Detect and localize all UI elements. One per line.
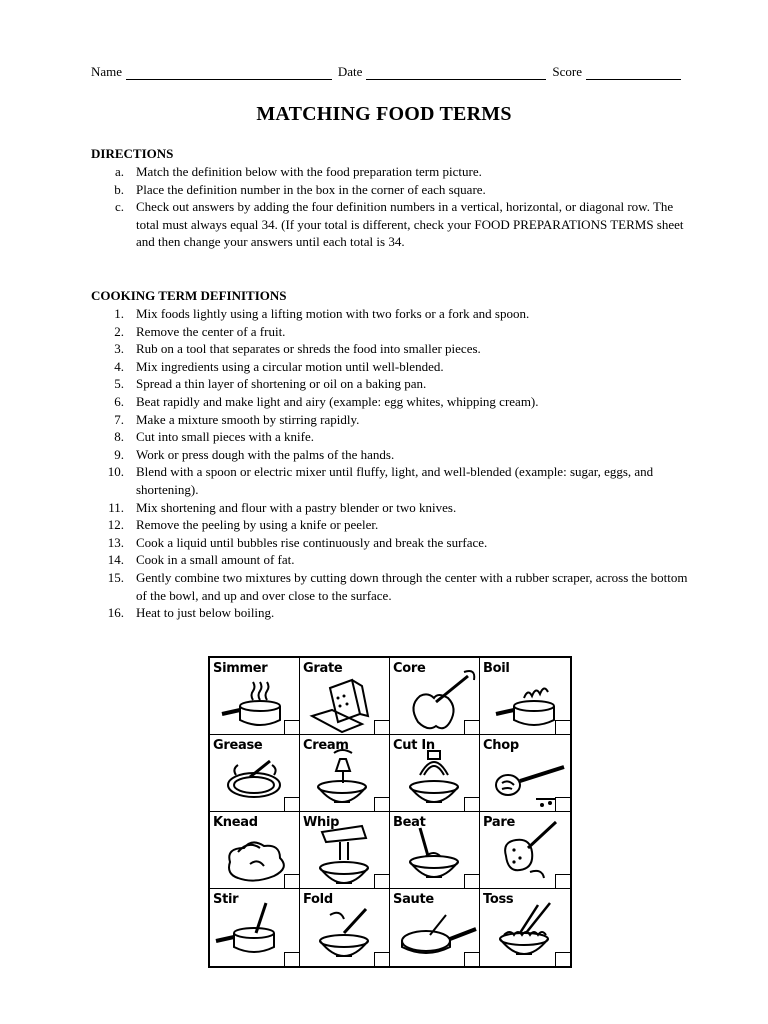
answer-box[interactable] [374, 874, 389, 888]
list-marker: 10. [107, 464, 124, 480]
list-marker: 1. [114, 306, 124, 321]
definition-item [91, 323, 691, 341]
cell-term-label: Knead [213, 815, 258, 830]
definition-item [91, 305, 691, 323]
cell-term-label: Beat [393, 815, 426, 830]
name-label: Name [91, 64, 123, 79]
list-marker: 15. [107, 569, 124, 585]
definitions-list [91, 305, 691, 622]
list-text: Cook a liquid until bubbles rise continuously and break the surface. [136, 534, 488, 550]
list-text: Place the definition number in the box in the corner of each square. [136, 181, 486, 197]
cell-term-label: Simmer [213, 661, 268, 676]
list-marker: 13. [107, 534, 124, 550]
cell-term-label: Chop [483, 738, 519, 753]
grid-cell [300, 812, 390, 889]
cell-term-label: Core [393, 661, 426, 676]
grid-cell [210, 889, 300, 966]
list-marker: 11. [108, 499, 124, 515]
definition-item [91, 375, 691, 393]
page-title: MATCHING FOOD TERMS [256, 103, 512, 125]
list-text: Cook in a small amount of fat. [136, 552, 295, 568]
list-marker: 3. [114, 341, 124, 357]
grid-cell [480, 889, 570, 966]
definition-item [91, 411, 691, 429]
definition-item [91, 393, 691, 411]
date-field[interactable] [366, 67, 546, 80]
list-text: Beat rapidly and make light and airy (example: egg whites, whipping cream). [136, 393, 539, 409]
definition-item [91, 499, 691, 517]
list-text: Mix ingredients using a circular motion until well-blended. [136, 358, 444, 374]
list-text: Make a mixture smooth by stirring rapidly. [136, 411, 360, 427]
grid-cell [480, 658, 570, 735]
definition-item [91, 516, 691, 534]
definition-item [91, 551, 691, 569]
answer-box[interactable] [555, 952, 570, 966]
definition-item [91, 604, 691, 622]
definition-item [91, 569, 691, 604]
grid-cell [300, 889, 390, 966]
grid-cell [480, 812, 570, 889]
definition-item [91, 534, 691, 552]
score-field[interactable] [586, 67, 681, 80]
list-marker: 16. [107, 605, 124, 621]
answer-box[interactable] [464, 720, 479, 734]
cell-term-label: Grease [213, 738, 263, 753]
list-text: Check out answers by adding the four definition numbers in a vertical, horizontal, or diagonal row. The total must always equal 34. (If your total is different, check your FOOD PREPARATIONS TERMS sheet and then change your answers until each total is 34. [136, 199, 684, 250]
list-marker: 7. [114, 411, 124, 427]
cell-term-label: Grate [303, 661, 343, 676]
grid-cell [390, 658, 480, 735]
answer-box[interactable] [284, 797, 299, 811]
grid-cell [210, 658, 300, 735]
list-marker: c. [114, 199, 124, 215]
answer-box[interactable] [555, 797, 570, 811]
definition-item [91, 446, 691, 464]
answer-box[interactable] [464, 797, 479, 811]
date-label: Date [337, 64, 363, 79]
direction-item [91, 163, 691, 181]
list-text: Rub on a tool that separates or shreds the food into smaller pieces. [136, 341, 481, 357]
list-marker: b. [114, 181, 124, 197]
list-marker: 12. [107, 517, 124, 533]
answer-box[interactable] [464, 874, 479, 888]
list-text: Gently combine two mixtures by cutting down through the center with a rubber scraper, across the bottom of the bowl, and up and over close to the surface. [136, 569, 688, 603]
cell-term-label: Cream [303, 738, 349, 753]
answer-box[interactable] [284, 874, 299, 888]
grid-cell [390, 735, 480, 812]
grid-cell [210, 812, 300, 889]
grid-cell [210, 735, 300, 812]
answer-box[interactable] [284, 720, 299, 734]
list-marker: 8. [114, 429, 124, 445]
list-marker: 9. [114, 446, 124, 462]
list-text: Remove the center of a fruit. [136, 323, 286, 339]
list-text: Work or press dough with the palms of the hands. [136, 446, 395, 462]
answer-box[interactable] [555, 720, 570, 734]
cell-term-label: Whip [303, 815, 340, 830]
list-text: Heat to just below boiling. [136, 605, 275, 621]
grid-cell [300, 658, 390, 735]
cell-term-label: Stir [213, 892, 239, 907]
cell-term-label: Boil [483, 661, 510, 676]
cell-term-label: Saute [393, 892, 434, 907]
definition-item [91, 463, 691, 498]
list-text: Spread a thin layer of shortening or oil on a baking pan. [136, 376, 427, 392]
food-terms-picture-grid [208, 656, 572, 968]
grid-cell [480, 735, 570, 812]
list-marker: 4. [114, 358, 124, 374]
list-marker: 6. [114, 393, 124, 409]
name-field[interactable] [126, 67, 332, 80]
list-text: Mix shortening and flour with a pastry blender or two knives. [136, 499, 457, 515]
answer-box[interactable] [374, 797, 389, 811]
answer-box[interactable] [374, 952, 389, 966]
directions-heading: DIRECTIONS [91, 146, 174, 161]
answer-box[interactable] [555, 874, 570, 888]
cell-term-label: Cut In [393, 738, 435, 753]
cell-term-label: Fold [303, 892, 333, 907]
answer-box[interactable] [374, 720, 389, 734]
definitions-heading: COOKING TERM DEFINITIONS [91, 288, 287, 303]
grid-cell [300, 735, 390, 812]
directions-list [91, 163, 691, 251]
cell-term-label: Toss [483, 892, 514, 907]
score-label: Score [552, 64, 583, 79]
grid-cell [390, 889, 480, 966]
grid-cell [390, 812, 480, 889]
definition-item [91, 358, 691, 376]
list-marker: 5. [114, 376, 124, 392]
direction-item [91, 198, 691, 251]
list-text: Remove the peeling by using a knife or peeler. [136, 517, 379, 533]
header-fields [91, 64, 681, 80]
list-text: Match the definition below with the food preparation term picture. [136, 164, 482, 179]
direction-item [91, 181, 691, 199]
definition-item [91, 428, 691, 446]
answer-box[interactable] [464, 952, 479, 966]
definition-item [91, 340, 691, 358]
list-text: Mix foods lightly using a lifting motion with two forks or a fork and spoon. [136, 306, 530, 321]
list-marker: a. [114, 164, 124, 179]
cell-term-label: Pare [483, 815, 515, 830]
list-marker: 14. [107, 552, 124, 568]
list-text: Cut into small pieces with a knife. [136, 429, 314, 445]
answer-box[interactable] [284, 952, 299, 966]
list-text: Blend with a spoon or electric mixer until fluffy, light, and well-blended (example: sugar, eggs, and shortening). [136, 464, 654, 497]
list-marker: 2. [114, 323, 124, 339]
